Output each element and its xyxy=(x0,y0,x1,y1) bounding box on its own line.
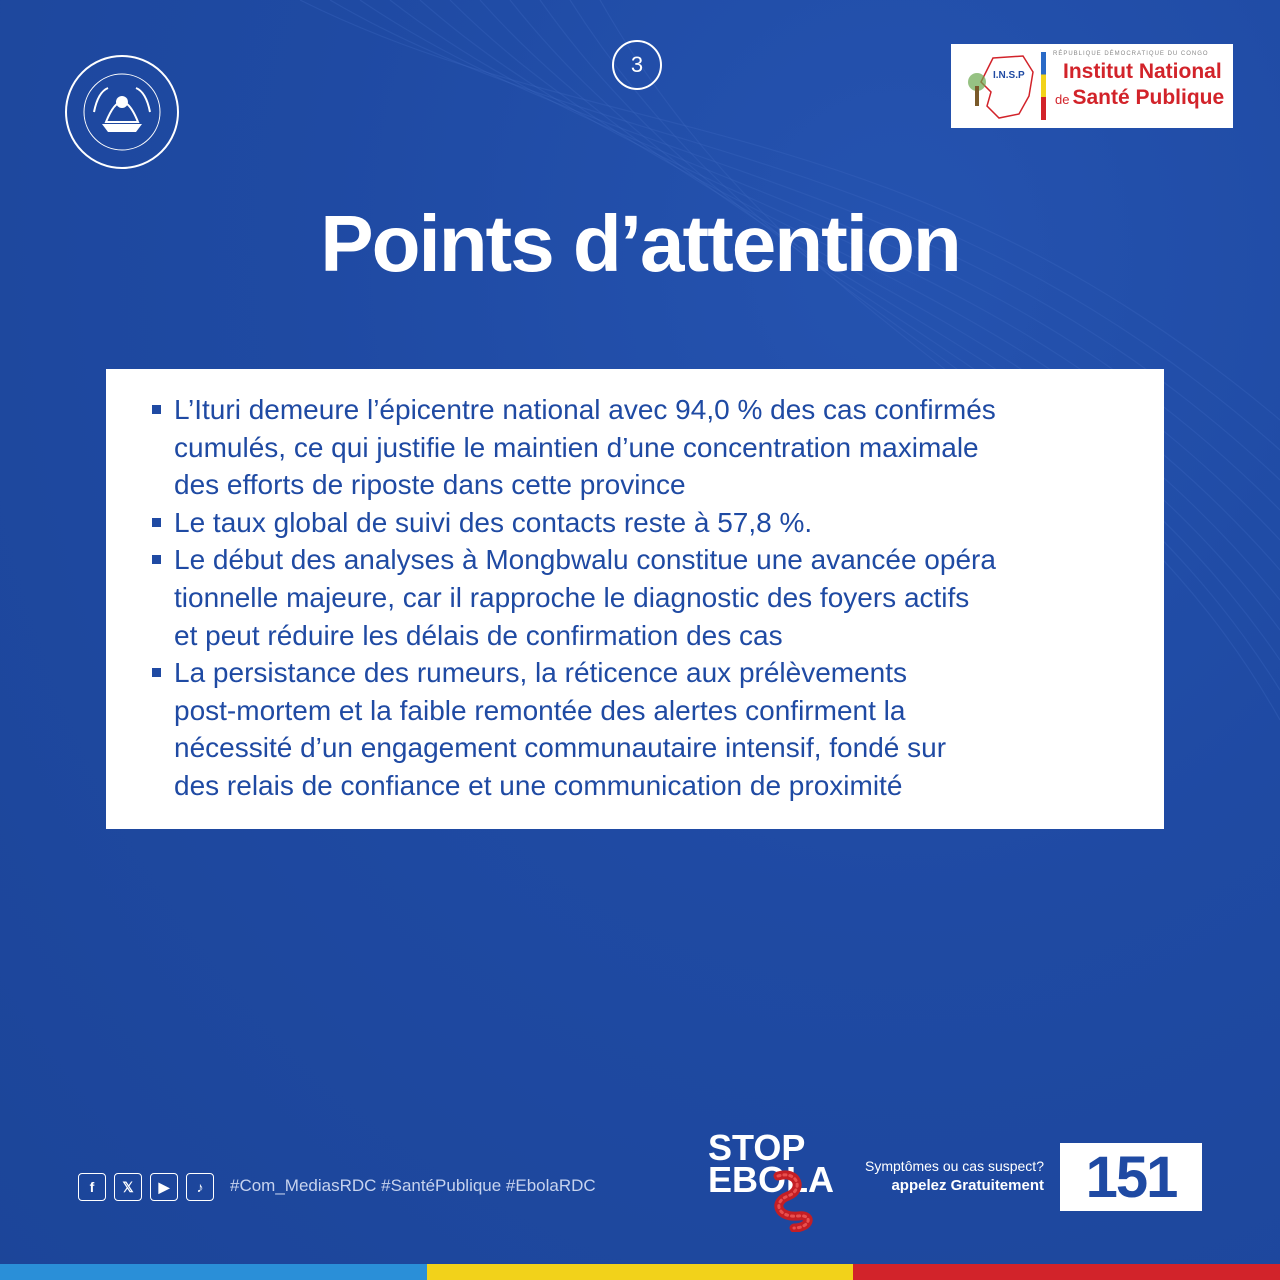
flag-stripe-blue xyxy=(0,1264,427,1280)
stop-ebola-line1: STOP xyxy=(708,1127,806,1168)
attention-points-card xyxy=(106,369,1164,829)
hotline-question: Symptômes ou cas suspect? xyxy=(865,1158,1044,1174)
insp-abbr: I.N.S.P xyxy=(993,70,1025,81)
government-seal xyxy=(62,52,182,172)
attention-point-line: nécessité d’un engagement communautaire intensif, fondé sur xyxy=(174,732,947,764)
attention-points-list xyxy=(152,391,1124,805)
stop-ebola-line2: EBOLA xyxy=(708,1159,834,1200)
flag-stripe-red xyxy=(853,1264,1280,1280)
page-number: 3 xyxy=(612,40,662,90)
attention-point-line: cumulés, ce qui justifie le maintien d’une concentration maximale xyxy=(174,431,979,463)
insp-line1: Institut National xyxy=(1063,60,1222,83)
social-icons xyxy=(78,1173,214,1201)
attention-point-line: La persistance des rumeurs, la réticence aux prélèvements xyxy=(174,657,908,689)
bullet-marker xyxy=(152,518,161,527)
attention-point-line: des relais de confiance et une communication de proximité xyxy=(174,769,903,801)
bullet-marker xyxy=(152,555,161,564)
page-title: Points d’attention xyxy=(320,199,960,288)
drc-map-icon xyxy=(963,52,1039,122)
tiktok-icon[interactable]: ♪ xyxy=(186,1173,214,1201)
insp-line2-prefix: de xyxy=(1055,92,1070,107)
attention-point xyxy=(152,504,1124,542)
flag-stripe xyxy=(0,1264,1280,1280)
attention-point xyxy=(152,654,1124,804)
attention-point-line: post-mortem et la faible remontée des alertes confirment la xyxy=(174,694,906,726)
facebook-icon[interactable]: f xyxy=(78,1173,106,1201)
bullet-marker xyxy=(152,405,161,414)
hotline-action: appelez Gratuitement xyxy=(891,1177,1044,1194)
attention-point-line: des efforts de riposte dans cette province xyxy=(174,469,686,501)
insp-country: RÉPUBLIQUE DÉMOCRATIQUE DU CONGO xyxy=(1053,51,1209,57)
hashtags: #Com_MediasRDC #SantéPublique #EbolaRDC xyxy=(230,1176,596,1195)
attention-point xyxy=(152,391,1124,504)
bullet-marker xyxy=(152,668,161,677)
insp-line2-text: Santé Publique xyxy=(1072,86,1225,109)
attention-point-line: tionnelle majeure, car il rapproche le diagnostic des foyers actifs xyxy=(174,581,970,613)
ebola-virus-icon xyxy=(758,1170,828,1232)
insp-line2 xyxy=(1055,86,1224,110)
insp-logo xyxy=(951,44,1233,128)
attention-point-line: Le début des analyses à Mongbwalu constitue une avancée opéra xyxy=(174,544,996,576)
youtube-icon[interactable]: ▶ xyxy=(150,1173,178,1201)
attention-point xyxy=(152,541,1124,654)
flag-bar xyxy=(1041,52,1046,120)
attention-point-line: et peut réduire les délais de confirmation des cas xyxy=(174,619,783,651)
hotline-number[interactable]: 151 xyxy=(1060,1143,1202,1211)
flag-stripe-yellow xyxy=(427,1264,854,1280)
attention-point-line: Le taux global de suivi des contacts reste à 57,8 %. xyxy=(174,506,813,538)
x-icon[interactable]: 𝕏 xyxy=(114,1173,142,1201)
attention-point-line: L’Ituri demeure l’épicentre national avec 94,0 % des cas confirmés xyxy=(174,394,996,425)
